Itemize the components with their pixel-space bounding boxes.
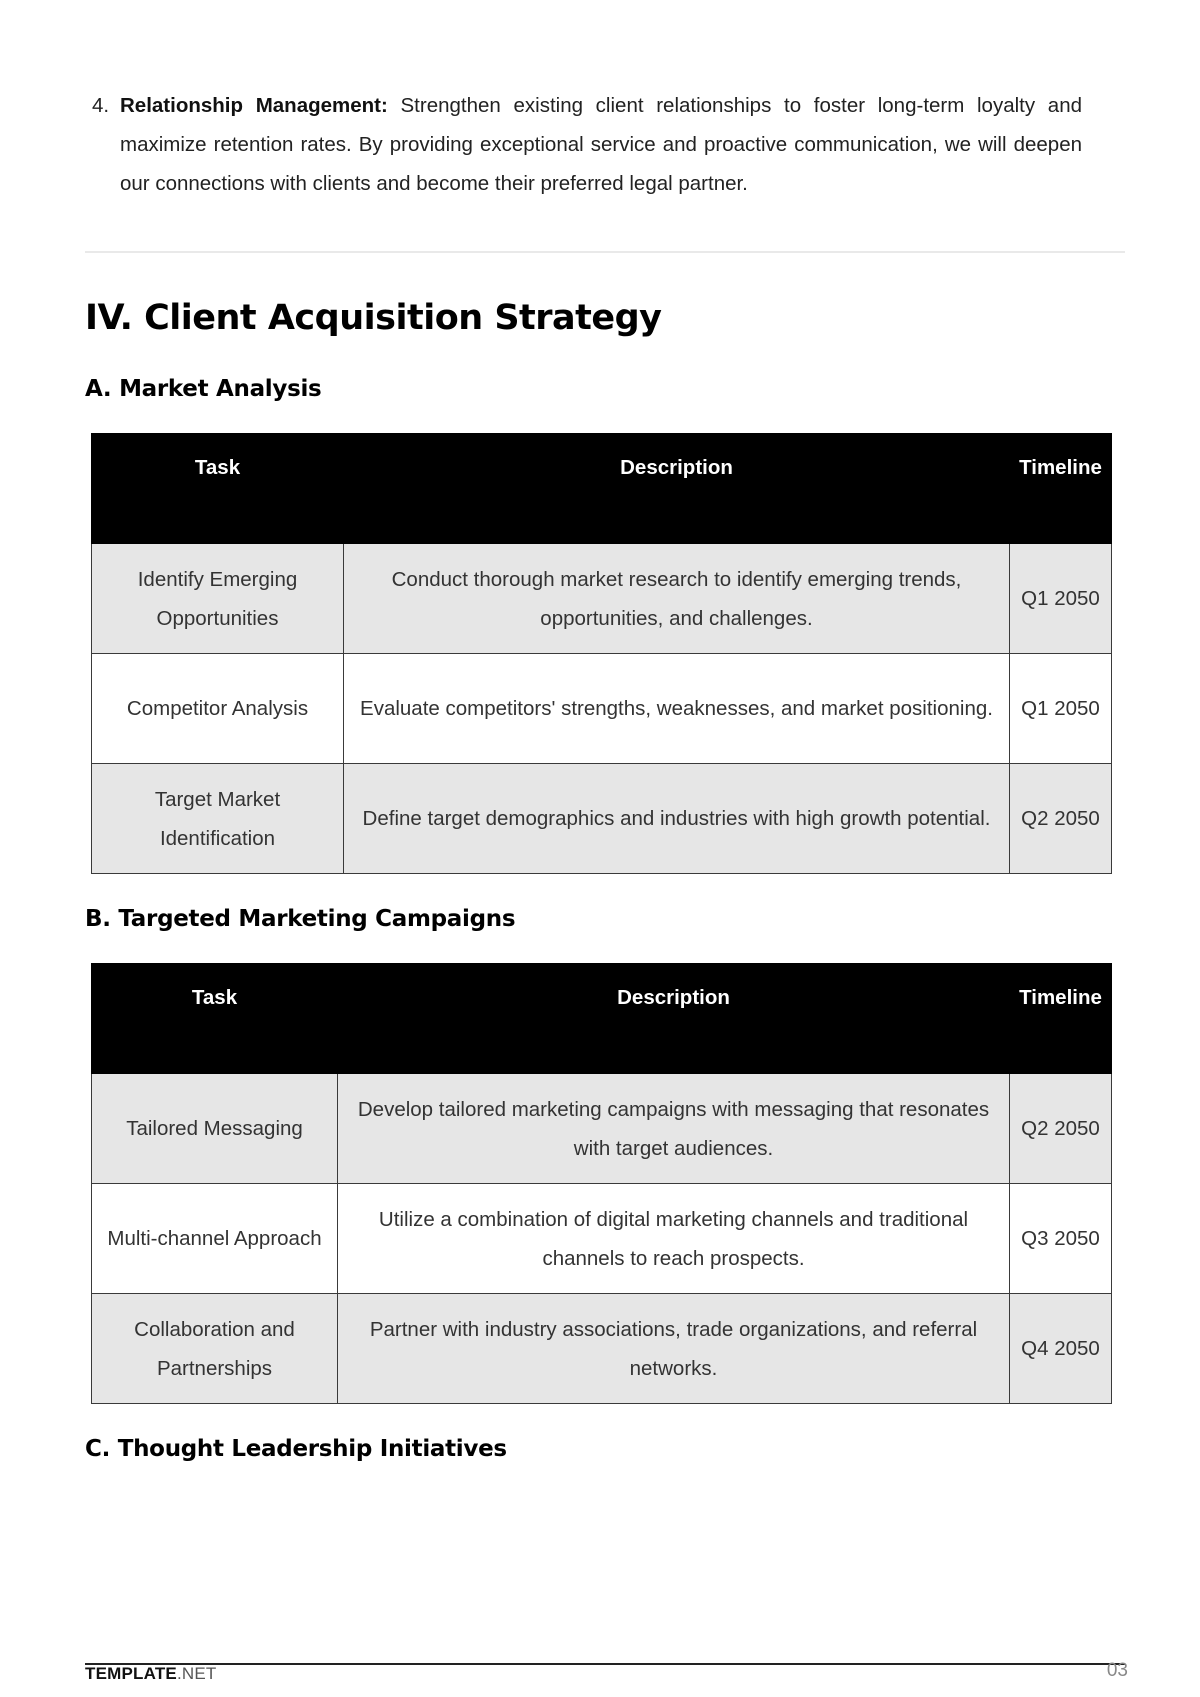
table-row: [92, 1074, 1112, 1184]
section-divider: [85, 251, 1125, 253]
timeline-cell: Q1 2050: [1010, 654, 1112, 764]
description-cell: Define target demographics and industries with high growth potential.: [344, 764, 1010, 874]
thought-leadership-heading: C. Thought Leadership Initiatives: [85, 1436, 507, 1462]
description-cell: Evaluate competitors' strengths, weaknesses, and market positioning.: [344, 654, 1010, 764]
description-cell: Partner with industry associations, trade organizations, and referral networks.: [338, 1294, 1010, 1404]
header-timeline: Timeline: [1010, 434, 1112, 544]
table-row: [92, 654, 1112, 764]
task-cell: Tailored Messaging: [92, 1074, 338, 1184]
footer-brand-logo: [85, 1664, 216, 1684]
brand-suffix: .NET: [176, 1664, 217, 1683]
table-row: [92, 1294, 1112, 1404]
market-analysis-table: [91, 433, 1112, 874]
description-cell: Develop tailored marketing campaigns with messaging that resonates with target audiences.: [338, 1074, 1010, 1184]
table-row: [92, 544, 1112, 654]
task-cell: Collaboration and Partnerships: [92, 1294, 338, 1404]
marketing-campaigns-heading: B. Targeted Marketing Campaigns: [85, 906, 516, 932]
header-description: Description: [338, 964, 1010, 1074]
relationship-management-item: [92, 86, 1082, 203]
table-header-row: [92, 434, 1112, 544]
task-cell: Multi-channel Approach: [92, 1184, 338, 1294]
list-body: Strengthen existing client relationships to foster long-term loyalty and maximize retention rates. By providing exceptional service and proactive communication, we will deepen our connections with clients and become their preferred legal partner.: [120, 94, 1082, 195]
table-header-row: [92, 964, 1112, 1074]
timeline-cell: Q2 2050: [1010, 1074, 1112, 1184]
timeline-cell: Q4 2050: [1010, 1294, 1112, 1404]
timeline-cell: Q1 2050: [1010, 544, 1112, 654]
footer-divider: [85, 1663, 1125, 1665]
header-timeline: Timeline: [1010, 964, 1112, 1074]
description-cell: Utilize a combination of digital marketing channels and traditional channels to reach prospects.: [338, 1184, 1010, 1294]
header-task: Task: [92, 434, 344, 544]
brand-name: TEMPLATE: [85, 1664, 177, 1683]
table-row: [92, 764, 1112, 874]
description-cell: Conduct thorough market research to identify emerging trends, opportunities, and challenges.: [344, 544, 1010, 654]
header-task: Task: [92, 964, 338, 1074]
section-title: IV. Client Acquisition Strategy: [85, 298, 662, 338]
list-number: 4.: [92, 94, 110, 117]
task-cell: Identify Emerging Opportunities: [92, 544, 344, 654]
list-text: [120, 86, 1082, 203]
task-cell: Competitor Analysis: [92, 654, 344, 764]
marketing-campaigns-table: [91, 963, 1112, 1404]
task-cell: Target Market Identification: [92, 764, 344, 874]
table-row: [92, 1184, 1112, 1294]
timeline-cell: Q3 2050: [1010, 1184, 1112, 1294]
list-lead: Relationship Management:: [120, 94, 388, 117]
timeline-cell: Q2 2050: [1010, 764, 1112, 874]
header-description: Description: [344, 434, 1010, 544]
market-analysis-heading: A. Market Analysis: [85, 376, 322, 402]
page-number: 03: [1106, 1660, 1128, 1681]
